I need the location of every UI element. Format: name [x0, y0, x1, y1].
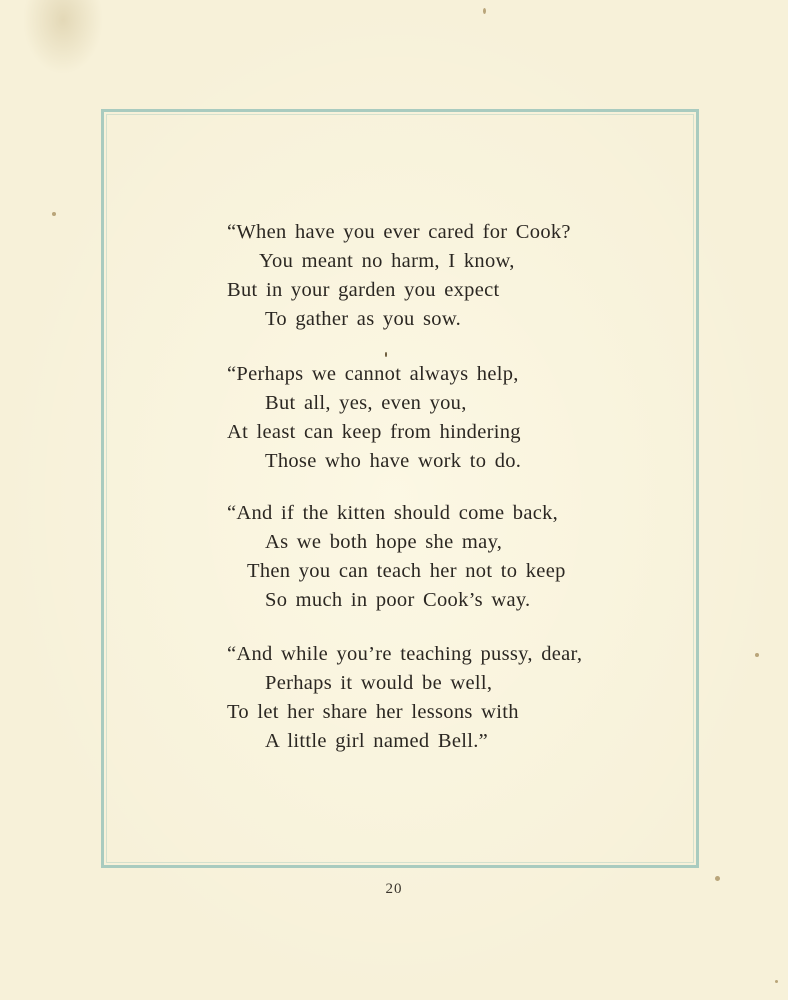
paper-speck [385, 352, 387, 357]
poem-line: To let her share her lessons with [227, 701, 519, 723]
paper-speck [755, 653, 759, 657]
poem-line: Perhaps it would be well, [265, 672, 493, 694]
paper-speck [483, 8, 486, 14]
poem-line: You meant no harm, I know, [259, 250, 515, 272]
poem-line: A little girl named Bell.” [265, 730, 489, 752]
paper-speck [775, 980, 778, 983]
poem-line: So much in poor Cook’s way. [265, 589, 531, 611]
poem-line: Then you can teach her not to keep [247, 560, 566, 582]
paper-speck [715, 876, 720, 881]
poem-line: “Perhaps we cannot always help, [227, 363, 519, 385]
poem-line: “And if the kitten should come back, [227, 502, 559, 524]
poem-line: As we both hope she may, [265, 531, 503, 553]
poem-line: At least can keep from hindering [227, 421, 521, 443]
paper-speck [52, 212, 56, 216]
poem-line: “When have you ever cared for Cook? [227, 221, 571, 243]
poem-line: But in your garden you expect [227, 279, 500, 301]
poem-line: Those who have work to do. [265, 450, 522, 472]
poem-line: To gather as you sow. [265, 308, 462, 330]
poem-line: But all, yes, even you, [265, 392, 467, 414]
page-number: 20 [385, 881, 403, 897]
poem-line: “And while you’re teaching pussy, dear, [227, 643, 583, 665]
